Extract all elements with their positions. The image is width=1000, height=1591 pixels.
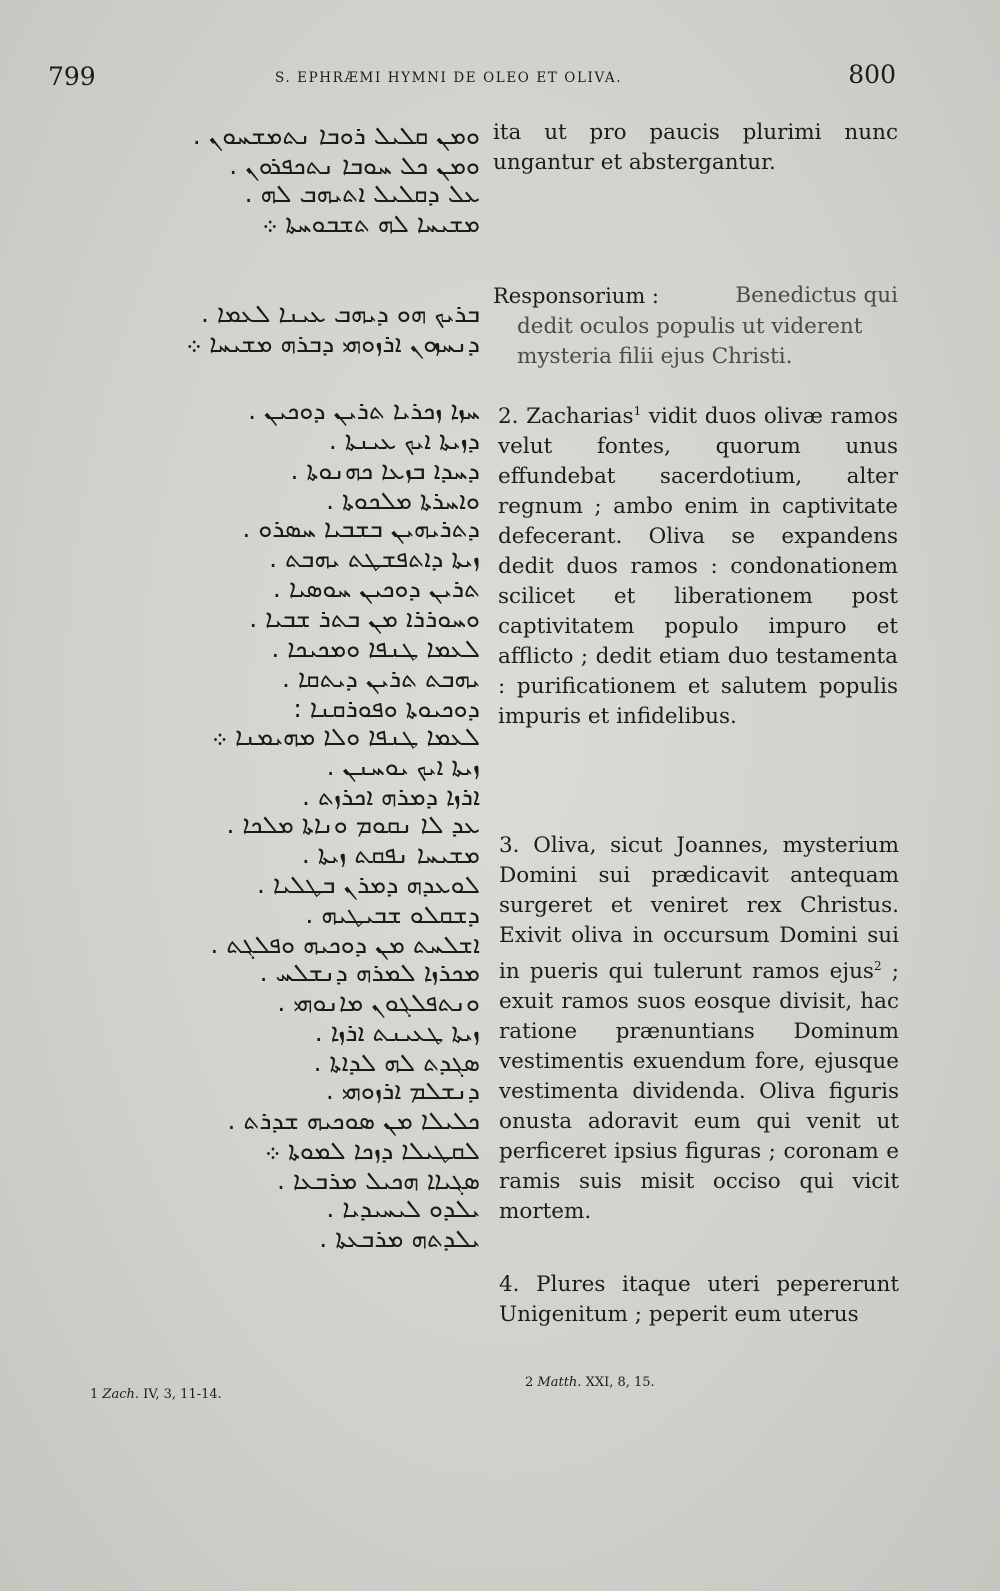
paragraph-2-lead: 2. Zacharias — [498, 404, 634, 430]
paragraph-2 — [498, 396, 898, 732]
page-number-right: 800 — [848, 60, 896, 89]
syriac-line: ܠܥܡܐ ܛܢܦܐ ܘܡܟܝܟܐ . — [271, 634, 480, 663]
paragraph-2-text: vidit duos olivæ ramos velut fontes, quorum unus effundebat sacerdotium, alter regnum ; ambo enim in captivitate defecerant. Oliva se expandens dedit duos ramos : condonationem scilicet et liberationem post captivitatem populo impuro et afflicto ; dedit etiam duo testamenta : purificationem et salutem populis impuris et infidelibus. — [498, 404, 898, 730]
responsorium-line-2: dedit oculos populis ut viderent — [517, 314, 863, 339]
syriac-line: ܘܐܚܪܬܐ ܡܠܟܘܬܐ . — [326, 486, 480, 515]
footnote-marker-2: 2 — [873, 959, 882, 973]
syriac-line: ܟܠܝܠܐ ܡܢ ܣܘܟܝܗ ܫܕܪܬ . — [227, 1106, 480, 1135]
syriac-line: ܝܗܒܬ ܬܪܝܢ ܕܝܬܩܐ . — [281, 664, 480, 693]
syriac-line: ܙܝܬܐ ܐܝܟ ܝܘܚܢܢ . — [326, 752, 480, 781]
responsorium-line-1: Benedictus qui — [735, 283, 898, 308]
responsorium-label: Responsorium : — [493, 284, 659, 308]
footnote-right-text: XXI, 8, 15. — [581, 1375, 655, 1390]
paragraph-3-text-b: ; exuit ramos suos eosque divisit, hac ratione prænuntians Dominum vestimentis exuendum fore, ejusque vestimenta dividenda. Oliva figuris onusta adoravit eum qui venit ut perficeret ipsius figuras ; coronam e ramis suis misit occiso qui vicit mortem. — [499, 959, 899, 1225]
syriac-line: ܥܕ ܠܐ ܢܩܘܡ ܘܢܐܬܐ ܡܠܟܐ . — [226, 810, 480, 839]
syriac-line: ܬܪܝܢ ܕܘܟܝܢ ܚܘܣܝܐ . — [272, 574, 480, 603]
footnote-right-ref: Matth. — [537, 1375, 582, 1390]
syriac-line: ܙܝܬܐ ܕܐܬܦܫܛܬ ܝܗܒܬ . — [269, 544, 480, 573]
responsorium-paragraph — [493, 281, 898, 372]
syriac-line: ܘܢܬܦܠܓܘܢ ܡܐܢܘܗܝ . — [277, 988, 480, 1017]
paragraph-ita: ita ut pro paucis plurimi nunc ungantur et abstergantur. — [493, 120, 898, 175]
syriac-line: ܡܫܝܚܐ ܢܦܩܬ ܙܝܬܐ . — [301, 840, 480, 869]
syriac-line: ܕܢܫܠܡ ܐܪܙܘܗܝ . — [325, 1076, 480, 1105]
footnote-left — [90, 1387, 222, 1402]
syriac-line: ܥܠ ܕܩܠܝܠ ܐܬܝܗܒ ܠܗ . — [244, 179, 480, 208]
syriac-line: ܣܓܕܬ ܠܗ ܠܕܐܬܐ . — [313, 1048, 480, 1077]
paragraph-3 — [499, 831, 899, 1227]
syriac-line: ܡܟܪܙܐ ܠܡܪܗ ܕܢܫܠܚ . — [259, 958, 480, 987]
syriac-line: ܐܪܙܐ ܕܡܪܗ ܐܟܪܙܬ . — [302, 782, 480, 811]
syriac-line: ܘܚܘܪܪܐ ܡܢ ܒܬܪ ܫܒܝܐ . — [249, 604, 480, 633]
syriac-line: ܒܪܝܟ ܗܘ ܕܝܗܒ ܥܝܢܐ ܠܥܡܐ . — [200, 299, 480, 328]
footnote-left-text: IV, 3, 11-14. — [139, 1387, 222, 1402]
footnote-marker-1: 1 — [633, 404, 642, 418]
syriac-line: ܚܙܐ ܙܟܪܝܐ ܬܪܝܢ ܕܘܟܝܢ . — [248, 396, 480, 425]
syriac-line: ܐܫܠܚܬ ܡܢ ܕܘܟܝܗ ܘܦܠܓܬ . — [210, 930, 480, 959]
footnote-right-number: 2 — [525, 1375, 534, 1390]
syriac-line: ܕܢܚܙܘܢ ܐܪܙܘܗܝ ܕܒܪܗ ܡܫܝܚܐ ܀ — [186, 329, 480, 358]
page-number-left: 799 — [48, 62, 96, 91]
syriac-line: ܙܝܬܐ ܛܥܝܢܬ ܐܪܙܐ . — [314, 1018, 480, 1047]
syriac-line: ܝܠܕܘ ܠܝܚܝܕܝܐ . — [326, 1194, 480, 1223]
footnote-left-number: 1 — [90, 1387, 99, 1402]
syriac-line: ܣܓܝܐܐ ܗܟܝܠ ܡܪܒܥܐ . — [276, 1166, 480, 1195]
paragraph-4: 4. Plures itaque uteri pepererunt Unigenitum ; peperit eum uterus — [499, 1272, 899, 1327]
syriac-line: ܡܫܝܚܐ ܠܗ ܬܫܒܘܚܬܐ ܀ — [262, 209, 480, 238]
syriac-line: ܕܚܕܐ ܒܙܥܐ ܟܗܢܘܬܐ . — [290, 456, 480, 485]
footnote-left-ref: Zach. — [102, 1387, 139, 1402]
paragraph-3-text-a: 3. Oliva, sicut Joannes, mysterium Domini sui prædicavit antequam surgeret et veniret rex Christus. Exivit oliva in occursum Domini sui in pueris qui tulerunt ramos ejus — [499, 833, 899, 985]
syriac-line: ܠܘܥܕܗ ܕܡܪܢ ܒܛܠܝܐ . — [257, 870, 480, 899]
syriac-line: ܠܩܛܝܠܐ ܕܙܟܐ ܠܡܘܬܐ ܀ — [265, 1136, 480, 1165]
responsorium-line-3: mysteria filii ejus Christi. — [517, 344, 793, 369]
footnote-right — [525, 1375, 655, 1390]
syriac-line: ܕܘܟܝܘܬܐ ܘܦܘܪܩܢܐ : — [293, 694, 480, 723]
syriac-line: ܕܬܪܝܗܝܢ ܒܫܒܝܐ ܚܣܪܘ . — [242, 514, 480, 543]
syriac-line: ܘܡܢ ܟܠ ܚܘܒܐ ܢܬܟܦܪܘܢ . — [229, 151, 480, 180]
running-title: S. EPHRÆMI HYMNI DE OLEO ET OLIVA. — [275, 70, 623, 86]
syriac-line: ܝܠܕܬܗ ܡܪܒܥܬܐ . — [319, 1224, 480, 1253]
syriac-line: ܕܙܝܬܐ ܐܝܟ ܥܝܢܬܐ . — [328, 426, 480, 455]
syriac-line: ܠܥܡܐ ܛܢܦܐ ܘܠܐ ܡܗܝܡܢܐ ܀ — [212, 722, 480, 751]
syriac-line: ܘܡܢ ܩܠܝܠ ܪܘܒܐ ܢܬܡܫܚܘܢ . — [192, 121, 480, 150]
syriac-line: ܕܫܩܠܘ ܫܒܝܛܝܗ . — [305, 900, 480, 929]
